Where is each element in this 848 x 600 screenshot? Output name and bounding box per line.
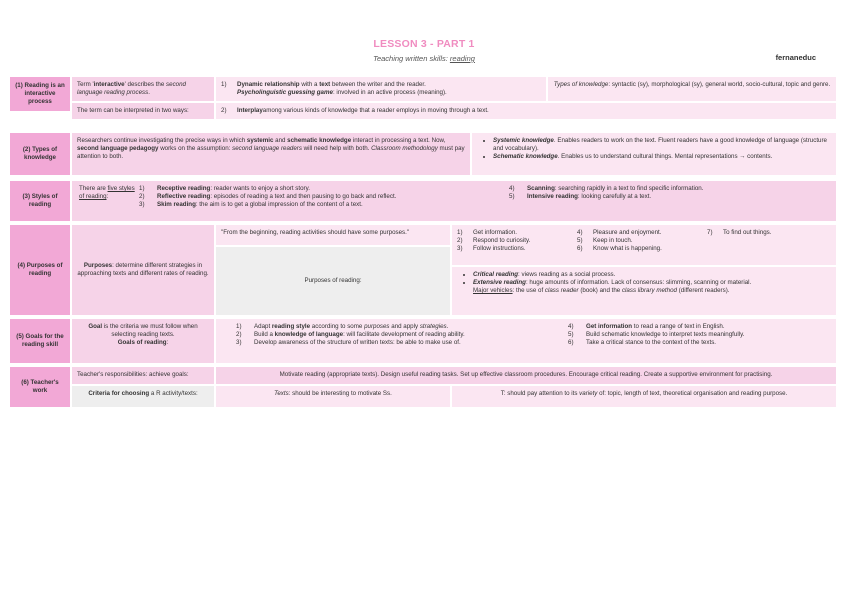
teachers-work-content xyxy=(72,367,836,407)
interpretation-2 xyxy=(216,103,836,119)
num: 4) xyxy=(509,185,515,192)
purposes-middle xyxy=(216,225,450,315)
list-item xyxy=(509,193,831,201)
text: Build schematic knowledge to interpret texts meaningfully. xyxy=(586,331,745,339)
goals-list xyxy=(216,319,836,363)
text: Reflective reading xyxy=(157,193,211,201)
text: . Enables readers to work on the text. Fluent readers have a good knowledge of language (structure and vocabulary). xyxy=(493,137,827,153)
list-item xyxy=(139,201,509,209)
row-types-of-knowledge xyxy=(10,133,836,175)
text: : should be interesting to motivate Ss. xyxy=(288,390,392,397)
text: Criteria for choosing xyxy=(88,390,150,397)
num: 3) xyxy=(139,201,145,209)
text: class reader xyxy=(544,287,579,295)
texts-criterion xyxy=(216,386,450,407)
text: : the aim is to get a global impression of the content of a text. xyxy=(195,201,363,209)
text: Interplay xyxy=(237,107,263,114)
types-of-knowledge-cell xyxy=(548,77,836,101)
term: interactive xyxy=(93,81,125,88)
text: Schematic knowledge xyxy=(493,153,558,161)
text: Get information. xyxy=(473,229,518,236)
text: text xyxy=(319,81,331,88)
text: interact in processing a text. Now, xyxy=(351,137,446,144)
text: must pay attention to both. xyxy=(77,145,465,161)
purposes-label: Purposes of reading: xyxy=(216,247,450,315)
text: Classroom methodology xyxy=(371,145,438,153)
text: schematic knowledge xyxy=(287,137,352,144)
text: Take a critical stance to the context of the texts. xyxy=(586,339,717,347)
purposes-definition xyxy=(72,225,214,315)
row-purposes-of-reading xyxy=(10,225,836,315)
text: class library method xyxy=(621,287,677,295)
row-heading: (6) Teacher's work xyxy=(10,367,70,407)
text: Intensive reading xyxy=(527,193,578,201)
row-styles-of-reading xyxy=(10,181,836,221)
text: a R activity/texts: xyxy=(149,390,198,397)
text: : xyxy=(106,193,109,201)
text: reading style xyxy=(271,323,311,330)
row-teachers-work xyxy=(10,367,836,407)
styles-cell xyxy=(72,181,836,221)
text: second language readers xyxy=(232,145,302,153)
list-item xyxy=(577,229,707,237)
text: Adapt xyxy=(254,323,272,330)
text: To find out things. xyxy=(723,229,772,236)
text: Get information xyxy=(586,323,633,330)
text: is the criteria we must follow when selecting reading texts. xyxy=(102,323,198,339)
list-item xyxy=(236,323,568,331)
text: variety xyxy=(579,390,598,397)
responsibilities-label: Teacher's responsibilities: achieve goals: xyxy=(72,367,214,384)
text: : searching rapidly in a text to find specific information. xyxy=(554,185,704,192)
list-item xyxy=(457,237,577,245)
teacher-criterion xyxy=(452,386,836,407)
num: 2) xyxy=(139,193,145,201)
list-item xyxy=(707,229,831,237)
text: systemic xyxy=(246,137,274,144)
text: Researchers continue investigating the precise ways in which xyxy=(77,137,247,144)
num: 1) xyxy=(236,323,242,330)
text: . xyxy=(446,323,449,330)
text: Critical reading xyxy=(473,271,519,278)
definition-column xyxy=(72,77,214,114)
row-interactive-process xyxy=(10,77,836,114)
text: Develop awareness of the structure of written texts: be able to make use of. xyxy=(254,339,461,347)
row-heading: (5) Goals for the reading skill xyxy=(10,319,70,363)
text: five styles of reading xyxy=(79,185,135,201)
text: of: topic, length of text, theoretical organisation and reading purpose. xyxy=(597,390,788,397)
text: Types of knowledge xyxy=(553,81,609,88)
text: : xyxy=(166,339,169,347)
text: Know what is happening. xyxy=(593,245,662,253)
text: Term ' xyxy=(77,81,94,88)
purposes-right xyxy=(452,225,836,315)
styles-list-left xyxy=(139,185,509,217)
num: 5) xyxy=(568,331,574,339)
text: second language reading process xyxy=(77,81,186,97)
text: knowledge of language xyxy=(274,331,344,339)
list-item xyxy=(236,331,568,339)
list-item xyxy=(457,245,577,253)
num: 2) xyxy=(236,331,242,339)
list-item xyxy=(236,339,568,347)
list-item xyxy=(577,237,707,245)
text: Build a xyxy=(254,331,275,339)
num: 1) xyxy=(457,229,463,236)
text: second language pedagogy xyxy=(77,145,159,153)
text: Scanning xyxy=(527,185,555,192)
text: T: should pay attention to its xyxy=(500,390,580,397)
lesson-subtitle xyxy=(0,54,848,63)
text: : syntactic (sy), morphological (sy), general world, socio-cultural, topic and genre. xyxy=(608,81,831,88)
list-item xyxy=(473,279,831,295)
purposes-quote: "From the beginning, reading activities should have some purposes." xyxy=(216,225,450,245)
text: : will facilitate development of reading ability. xyxy=(343,331,465,339)
list-item xyxy=(139,185,509,193)
num: 3) xyxy=(236,339,242,347)
num: 2) xyxy=(457,237,463,245)
knowledge-types-list xyxy=(472,133,836,175)
text: Follow instructions. xyxy=(473,245,526,253)
num: 6) xyxy=(577,245,583,253)
subtitle-text: Teaching written skills: xyxy=(373,54,450,63)
definition-cell xyxy=(72,77,214,101)
list-item xyxy=(457,229,577,237)
text: Respond to curiosity. xyxy=(473,237,531,245)
text: Psycholinguistic guessing game xyxy=(237,89,333,97)
num: 5) xyxy=(577,237,583,245)
text: : episodes of reading a text and then pausing to go back and reflect. xyxy=(210,193,397,201)
text: : involved in an active process (meaning). xyxy=(332,89,447,97)
text: Goal xyxy=(88,323,103,330)
list-item xyxy=(139,193,509,201)
num: 3) xyxy=(457,245,463,253)
styles-list-right xyxy=(509,185,831,217)
text: Skim reading xyxy=(157,201,196,209)
text: There are xyxy=(79,185,108,192)
styles-intro xyxy=(77,185,139,217)
lesson-title: LESSON 3 - PART 1 xyxy=(373,38,475,50)
list-item xyxy=(493,137,831,153)
interpretations-column xyxy=(216,77,836,114)
row-heading: (3) Styles of reading xyxy=(10,181,70,221)
text: : views reading as a social process. xyxy=(518,271,616,278)
text: : reader wants to enjoy a short story. xyxy=(210,185,310,192)
purposes-list xyxy=(452,225,836,265)
text: Dynamic relationship xyxy=(237,81,300,88)
text: Texts xyxy=(274,390,289,397)
list-item xyxy=(473,271,831,279)
interpretation-cell: The term can be interpreted in two ways: xyxy=(72,103,214,119)
text: between the writer and the reader. xyxy=(330,81,426,88)
text: : huge amounts of information. Lack of consensus: slimming, scanning or material. xyxy=(525,279,752,287)
text: with a xyxy=(299,81,320,88)
text: Major vehicles xyxy=(473,287,513,295)
list-item xyxy=(577,245,707,253)
row-heading: (2) Types of knowledge xyxy=(10,133,70,175)
text: Systemic knowledge xyxy=(493,137,554,144)
list-item xyxy=(493,153,831,161)
text: according to some xyxy=(310,323,365,330)
row-heading: (4) Purposes of reading xyxy=(10,225,70,315)
num: 1) xyxy=(139,185,145,192)
list-item xyxy=(568,331,831,339)
interpretation-1 xyxy=(216,77,546,101)
text: : the use of xyxy=(512,287,545,295)
text: will need help with both. xyxy=(301,145,372,153)
text: Receptive reading xyxy=(157,185,211,192)
responsibilities-text: Motivate reading (appropriate texts). Design useful reading tasks. Set up effective classroom procedures. Encourage critical reading. Create a supportive environment for practising. xyxy=(216,367,836,384)
criteria-label xyxy=(72,386,214,407)
row-heading: (1) Reading is an interactive process xyxy=(10,77,70,111)
text: among various kinds of knowledge that a reader employs in moving through a text. xyxy=(262,107,489,114)
text: : determine different strategies in approaching texts and different rates of reading. xyxy=(77,261,209,277)
num: 1) xyxy=(221,81,227,88)
text: Pleasure and enjoyment. xyxy=(593,229,662,236)
list-item xyxy=(568,323,831,331)
text: : looking carefully at a text. xyxy=(577,193,652,201)
num: 4) xyxy=(568,323,574,330)
text: ' describes the xyxy=(124,81,167,88)
num: 6) xyxy=(568,339,574,347)
text: to read a range of text in English. xyxy=(632,323,725,330)
list-item xyxy=(568,339,831,347)
num: 4) xyxy=(577,229,583,236)
text: Keep in touch. xyxy=(593,237,633,245)
num: 7) xyxy=(707,229,713,236)
subtitle-link: reading xyxy=(449,54,475,63)
author-name: fernaneduc xyxy=(775,53,816,62)
text: purposes xyxy=(364,323,390,330)
reading-types-list xyxy=(452,267,836,315)
text: (book) and the xyxy=(578,287,622,295)
text: . Enables us to understand cultural things. Mental representations → contents. xyxy=(557,153,773,161)
text: and apply xyxy=(389,323,420,330)
num: 5) xyxy=(509,193,515,201)
lesson-table xyxy=(10,77,836,409)
text: Purposes xyxy=(83,261,113,269)
goal-definition xyxy=(72,319,214,363)
text: Extensive reading xyxy=(473,279,526,287)
text: and xyxy=(273,137,288,144)
list-item xyxy=(509,185,831,193)
row-goals xyxy=(10,319,836,363)
text: Goals of reading xyxy=(117,339,167,347)
num: 2) xyxy=(221,107,227,114)
knowledge-paragraph xyxy=(72,133,470,175)
text: works on the assumption: xyxy=(158,145,233,153)
text: . xyxy=(148,89,150,97)
text: (different readers). xyxy=(676,287,730,295)
text: strategies xyxy=(419,323,447,330)
